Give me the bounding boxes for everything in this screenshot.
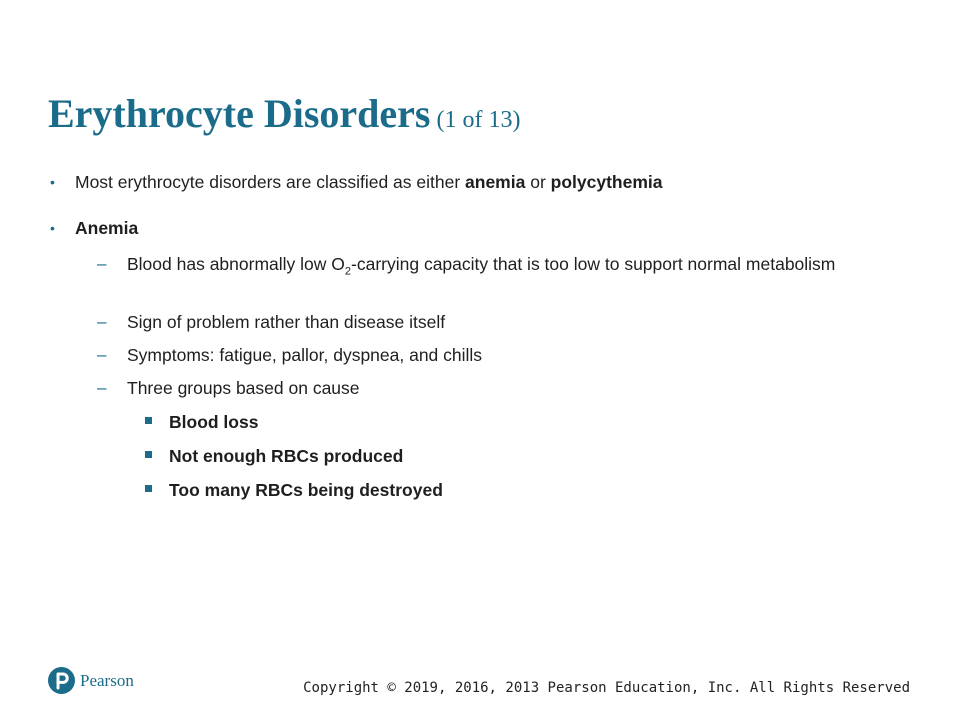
dash-icon: – bbox=[97, 345, 107, 364]
dash-icon: – bbox=[97, 312, 107, 331]
bullet-item-anemia bbox=[50, 216, 139, 240]
slide-title bbox=[48, 90, 520, 137]
sub-item-symptoms bbox=[97, 343, 483, 367]
dash-icon: – bbox=[97, 254, 107, 273]
sub1-before: Blood has abnormally low O bbox=[127, 254, 345, 274]
square-bullet-icon bbox=[145, 485, 152, 492]
square-bullet-icon bbox=[145, 417, 152, 424]
cause-item-not-enough bbox=[169, 444, 403, 468]
cause-item-blood-loss bbox=[169, 410, 258, 434]
pearson-logo-icon bbox=[48, 667, 75, 694]
title-subtitle: (1 of 13) bbox=[436, 107, 521, 133]
sub-item-low-capacity bbox=[97, 252, 907, 278]
pearson-logo-text: Pearson bbox=[80, 670, 134, 690]
pearson-logo bbox=[48, 667, 134, 694]
bullet-dot-icon: • bbox=[50, 174, 55, 190]
sub3-text: Symptoms: fatigue, pallor, dyspnea, and chills bbox=[127, 345, 483, 365]
cause-text: Not enough RBCs produced bbox=[169, 446, 404, 466]
sub-item-sign bbox=[97, 310, 446, 334]
bullet-dot-icon: • bbox=[50, 220, 55, 236]
title-main: Erythrocyte Disorders bbox=[48, 91, 431, 136]
square-bullet-icon bbox=[145, 451, 152, 458]
term-anemia: anemia bbox=[465, 172, 526, 192]
sub-item-groups bbox=[97, 376, 360, 400]
item-text-before: Most erythrocyte disorders are classified as either bbox=[75, 172, 466, 192]
dash-icon: – bbox=[97, 378, 107, 397]
sub4-text: Three groups based on cause bbox=[127, 378, 360, 398]
cause-item-destroyed bbox=[169, 478, 443, 502]
sub1-after: -carrying capacity that is too low to support normal metabolism bbox=[351, 254, 836, 274]
cause-text: Blood loss bbox=[169, 412, 259, 432]
cause-text: Too many RBCs being destroyed bbox=[169, 480, 443, 500]
copyright-notice: Copyright © 2019, 2016, 2013 Pearson Education, Inc. All Rights Reserved bbox=[303, 680, 910, 696]
term-polycythemia: polycythemia bbox=[550, 172, 663, 192]
bullet-item-classification bbox=[50, 170, 915, 194]
oxygen-subscript: 2 bbox=[344, 265, 352, 278]
item-text-middle: or bbox=[525, 172, 551, 192]
sub2-text: Sign of problem rather than disease itself bbox=[127, 312, 446, 332]
anemia-label: Anemia bbox=[75, 218, 139, 238]
